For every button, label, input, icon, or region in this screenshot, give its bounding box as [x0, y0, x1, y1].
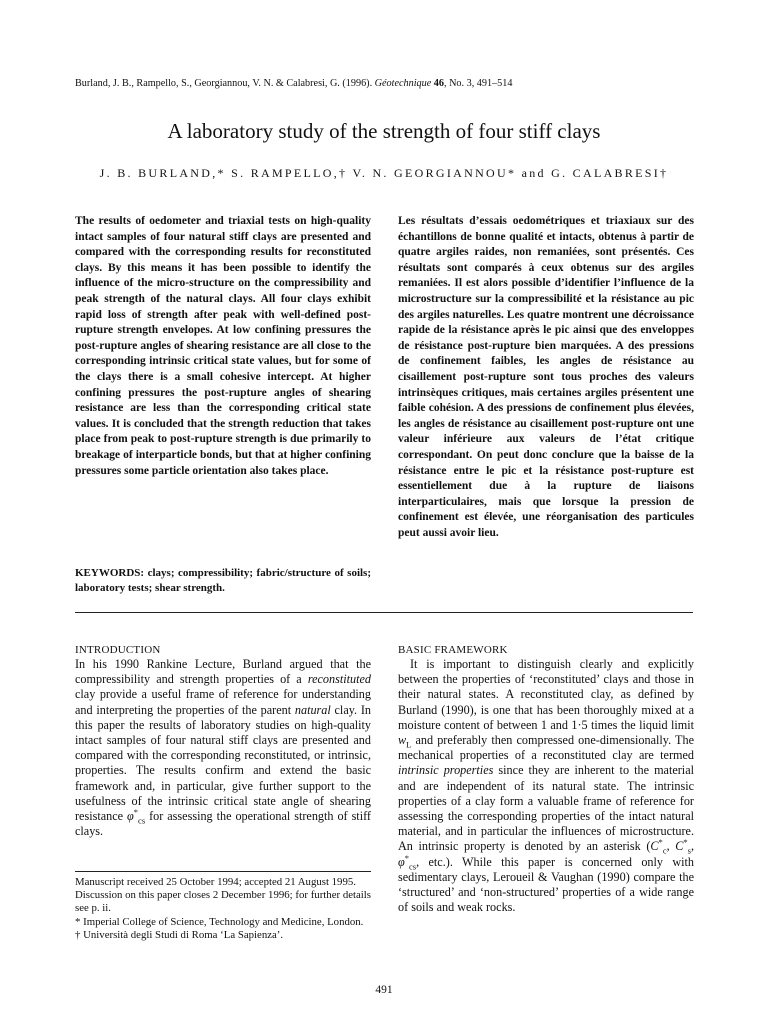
separator-1: ,	[666, 839, 676, 854]
journal-name: Géotechnique	[374, 78, 432, 89]
separator-2: ,	[690, 839, 695, 854]
wl-symbol: w	[398, 733, 407, 748]
cs-symbol: C	[675, 839, 684, 854]
intro-part-4: for assessing the operational strength of stiff clays.	[75, 809, 371, 839]
footnotes	[75, 876, 371, 942]
footnote-manuscript: Manuscript received 25 October 1994; accepted 21 August 1995.	[75, 876, 356, 888]
author-list: J. B. BURLAND,* S. RAMPELLO,† V. N. GEORGIANNOU* and G. CALABRESI†	[99, 166, 669, 180]
footnote-roma: † Università degli Studi di Roma ‘La Sapienza’.	[75, 928, 284, 941]
abstract-french: Les résultats d’essais oedométriques et triaxiaux sur des échantillons de bonne qualité et intacts, obtenus à partir de quatre argiles raides, non remaniées, sont présentés. Ces résultats sont comparés à ceux obtenus sur des argiles remaniées. Il est alors possible d’identifier l’influence de la microstructure sur la compressibilité et la résistance au pic des argiles naturelles. Les quatre montrent une décroissance rapide de la résistance après le pic ainsi que des enveloppes de résistance post-rupture bien marquées. A des pressions de confinement faibles, les angles de résistance au cisaillement post-rupture sont tous proches des valeurs intrinsèques critiques, mais certaines argiles présentent une faible cohésion. A des pressions de confinement plus élevées, les angles de résistance au cisaillement post-rupture ont une valeur inférieure aux valeurs de l’état critique correspondant. On peut donc conclure que la baisse de la résistance entre le pic et la résistance post-rupture est essentiellement due à la rupture de liaisons interparticulaires, mais que lorsque la pression de confinement est élevée, une réorganisation des particules peut aussi avoir lieu.	[398, 215, 694, 539]
issue-pages: , No. 3, 491–514	[443, 78, 513, 89]
introduction-text	[75, 657, 371, 839]
cc-symbol: C	[650, 839, 659, 854]
intro-emphasis-natural: natural	[294, 702, 331, 717]
intro-part-3: clay. In this paper the results of laboratory studies on high-quality intact samples of four natural stiff clays are presented and compared with the corresponding reconstituted, or intrinsic, properties. The results confirm and extend the basic framework and, in particular, give further support to the usefulness of the intrinsic critical state angle of shearing resistance	[75, 702, 371, 824]
phi-subscript: cs	[138, 815, 146, 826]
keywords: KEYWORDS: clays; compressibility; fabric/structure of soils; laboratory tests; shear strength.	[75, 567, 371, 594]
intro-part-2: clay provide a useful frame of reference for understanding and interpreting the properties of the parent	[75, 687, 371, 717]
footnote-imperial: * Imperial College of Science, Technology and Medicine, London.	[75, 915, 364, 928]
footnote-discussion: Discussion on this paper closes 2 December 1996; for further details see p. ii.	[75, 889, 371, 915]
cs-subscript: s	[687, 845, 691, 856]
wl-subscript: L	[406, 739, 412, 750]
footnote-divider	[75, 871, 371, 872]
phi-cs-symbol: φ	[398, 854, 405, 869]
phi-superscript: *	[133, 806, 139, 817]
paper-title: A laboratory study of the strength of four stiff clays	[167, 119, 601, 143]
basic-part-1: It is important to distinguish clearly and explicitly between the properties of ‘reconstituted’ clays and those in their natural states. A reconstituted clay, as defined by Burland (1990), is one that has been thoroughly mixed at a moisture content of between 1 and 1·5 times the liquid limit	[398, 657, 694, 732]
volume-number: 46	[433, 78, 444, 89]
phi-symbol: φ	[127, 809, 134, 824]
basic-framework-heading: BASIC FRAMEWORK	[398, 644, 508, 656]
basic-emphasis-intrinsic: intrinsic properties	[398, 763, 494, 778]
citation-line	[75, 78, 695, 89]
intro-emphasis-reconstituted: reconstituted	[307, 672, 371, 687]
abstract-english: The results of oedometer and triaxial tests on high-quality intact samples of four natural stiff clays are presented and compared with the corresponding results for reconstituted clays. By this means it has been possible to identify the influence of the micro-structure on the compressibility and peak strength of the natural clays. All four clays exhibit rapid loss of strength after peak with well-defined post-rupture strength envelopes. At low confining pressures the post-rupture angles of shearing resistance are all close to the corresponding intrinsic critical state values, but for some of the clays there is a small cohesive intercept. At higher confining pressures the post-rupture angles of shearing resistance are less than the corresponding critical state values. It is concluded that the strength reduction that takes place from peak to post-rupture strength is due primarily to breakage of interparticle bonds, but that at higher confining pressures some particle orientation also takes place.	[75, 215, 371, 477]
basic-part-4: , etc.). While this paper is concerned only with sedimentary clays, Leroueil & Vaughan (1990) compare the ‘structured’ and ‘non-structured’ properties of a wide range of soils and weak rocks.	[398, 854, 694, 915]
citation-authors: Burland, J. B., Rampello, S., Georgiannou, V. N. & Calabresi, G. (1996).	[75, 78, 373, 89]
phi-cs-subscript: cs	[409, 861, 417, 872]
basic-part-2: and preferably then compressed one-dimensionally. The mechanical properties of a reconstituted clay are termed	[398, 733, 694, 763]
phi-cs-superscript: *	[404, 852, 410, 863]
cc-subscript: c	[662, 845, 667, 856]
basic-part-3: since they are inherent to the material and are independent of its natural state. The intrinsic properties of a clay form a valuable frame of reference for assessing the corresponding properties of the intact natural material, and in particular the influences of microstructure. An intrinsic property is denoted by an asterisk (	[398, 763, 694, 854]
intro-part-1: In his 1990 Rankine Lecture, Burland argued that the compressibility and strength properties of a	[75, 657, 371, 687]
cc-superscript: *	[658, 837, 663, 848]
introduction-heading: INTRODUCTION	[75, 644, 161, 656]
cs-superscript: *	[683, 837, 688, 848]
page-number: 491	[375, 984, 393, 996]
section-divider	[75, 612, 693, 613]
basic-framework-text	[398, 657, 694, 915]
